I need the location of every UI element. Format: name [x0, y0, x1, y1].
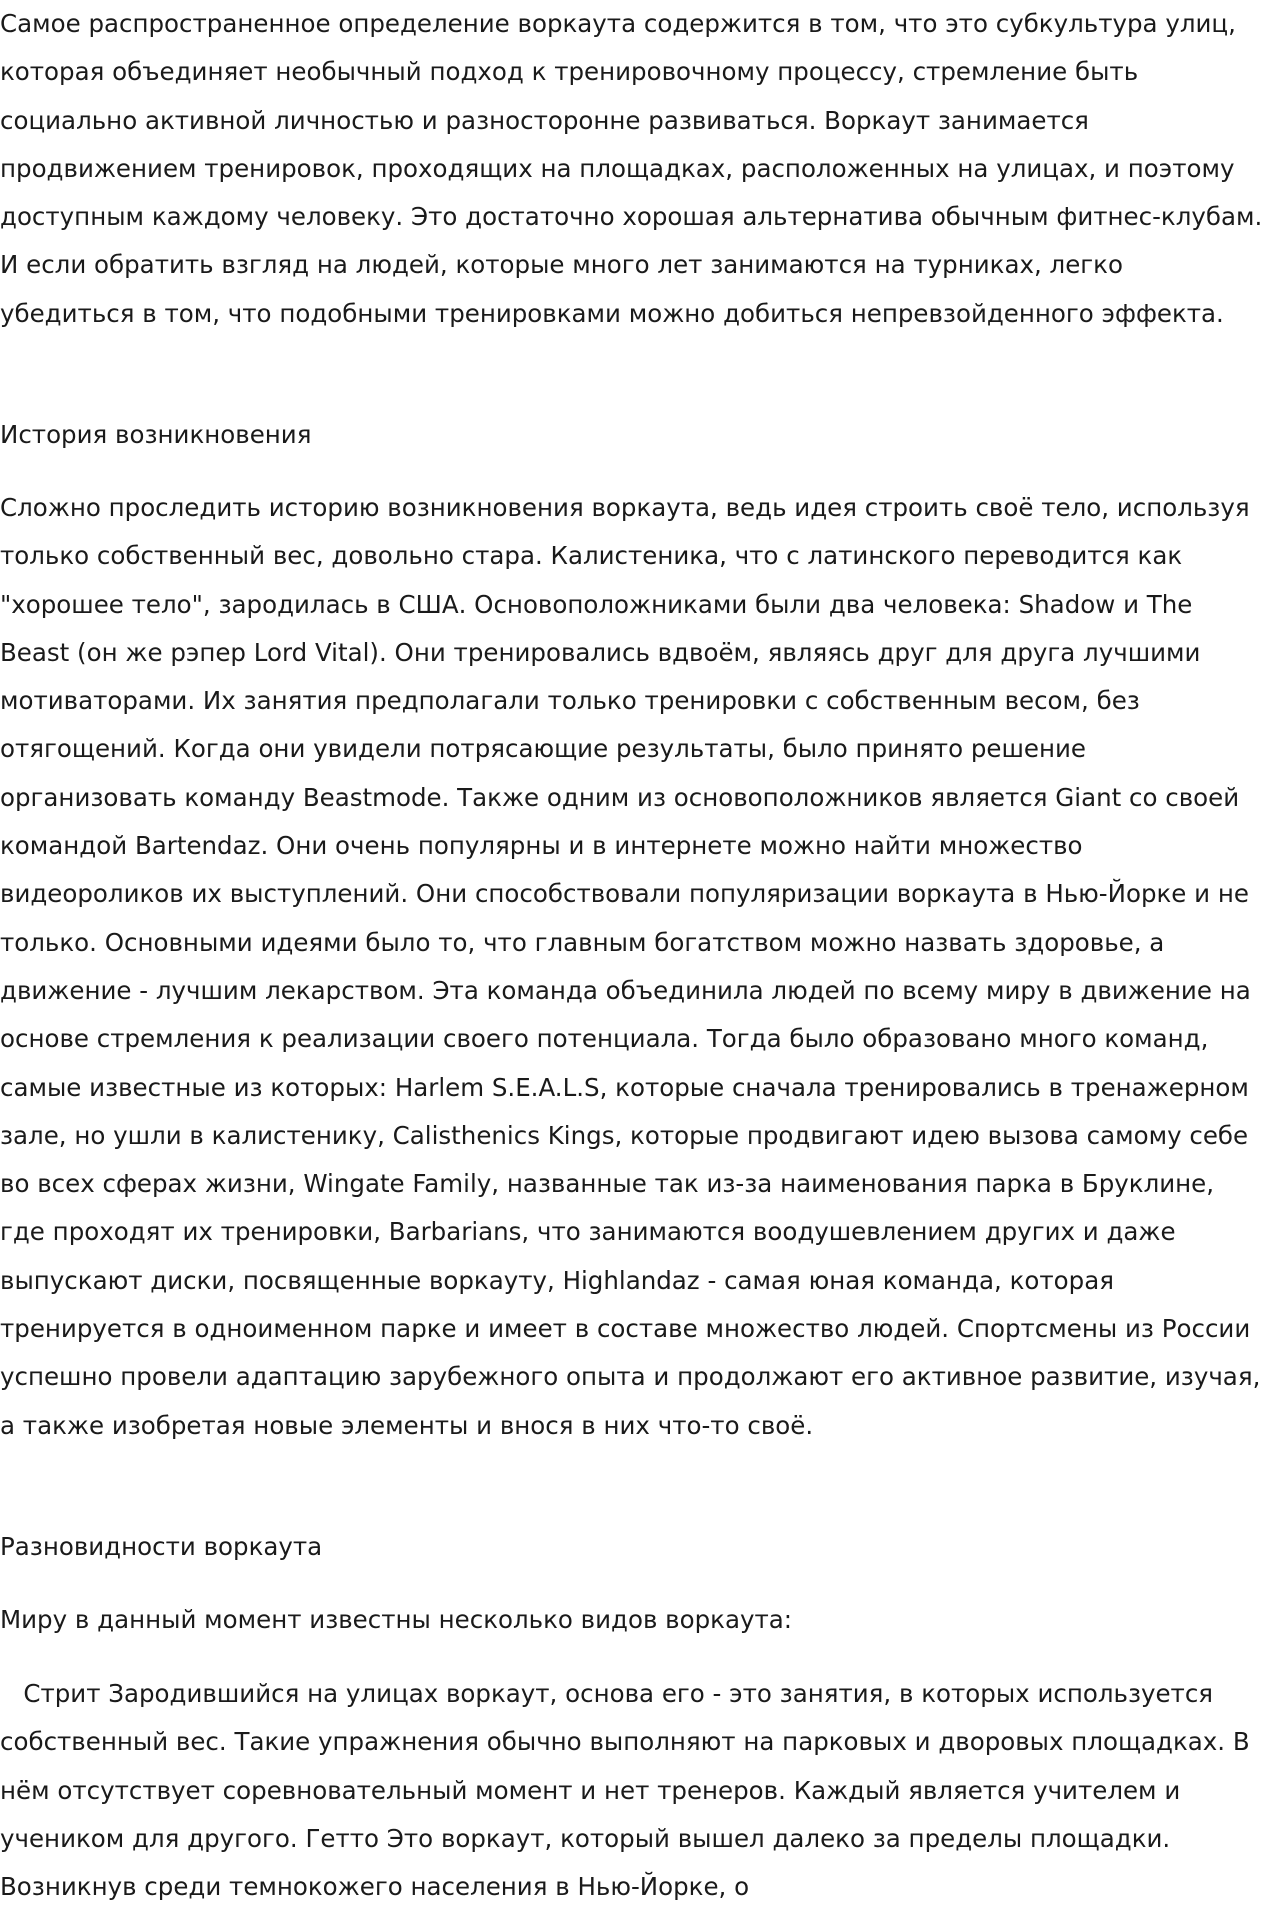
types-list-indent — [0, 1679, 23, 1708]
types-heading: Разновидности воркаута — [0, 1532, 323, 1561]
types-list-text: Стрит Зародившийся на улицах воркаут, основа его - это занятия, в которых используется собственный вес. Такие упражнения обычно выполняют на парковых и дворовых площадках. В нём отсутствует соревновательный момент и нет тренеров. Каждый является учителем и учеником для другого. Гетто Это воркаут, который вышел далеко за пределы площадки. Возникнув среди темнокожего населения в Нью-Йорке, о — [0, 1679, 1250, 1902]
intro-paragraph: Самое распространенное определение воркаута содержится в том, что это субкультура улиц, которая объединяет необычный подход к тренировочному процессу, стремление быть социально активной личностью и разносторонне развиваться. Воркаут занимается продвижением тренировок, проходящих на площадках, расположенных на улицах, и поэтому доступным каждому человеку. Это достаточно хорошая альтернатива обычным фитнес-клубам. И если обратить взгляд на людей, которые много лет занимаются на турниках, легко убедиться в том, что подобными тренировками можно добиться непревзойденного эффекта. — [0, 9, 1263, 328]
types-intro-paragraph: Миру в данный момент известны несколько видов воркаута: — [0, 1605, 793, 1634]
types-list-paragraph — [0, 1670, 1265, 1911]
history-heading: История возникновения — [0, 420, 312, 449]
history-paragraph: Сложно проследить историю возникновения воркаута, ведь идея строить своё тело, используя только собственный вес, довольно стара. Калистеника, что с латинского переводится как "хорошее тело", зародилась в США. Основоположниками были два человека: Shadow и The Beast (он же рэпер Lord Vital). Они тренировались вдвоём, являясь друг для друга лучшими мотиваторами. Их занятия предполагали только тренировки с собственным весом, без отягощений. Когда они увидели потрясающие результаты, было принято решение организовать команду Beastmode. Также одним из основоположников является Giant со своей командой Bartendaz. Они очень популярны и в интернете можно найти множество видеороликов их выступлений. Они способствовали популяризации воркаута в Нью-Йорке и не только. Основными идеями было то, что главным богатством можно назвать здоровье, а движение - лучшим лекарством. Эта команда объединила людей по всему миру в движение на основе стремления к реализации своего потенциала. Тогда было образовано много команд, самые известные из которых: Harlem S.E.A.L.S, которые сначала тренировались в тренажерном зале, но ушли в калистенику, Calisthenics Kings, которые продвигают идею вызова самому себе во всех сферах жизни, Wingate Family, названные так из-за наименования парка в Бруклине, где проходят их тренировки, Barbarians, что занимаются воодушевлением других и даже выпускают диски, посвященные воркауту, Highlandaz - самая юная команда, которая тренируется в одноименном парке и имеет в составе множество людей. Спортсмены из России успешно провели адаптацию зарубежного опыта и продолжают его активное развитие, изучая, а также изобретая новые элементы и внося в них что-то своё. — [0, 493, 1261, 1440]
